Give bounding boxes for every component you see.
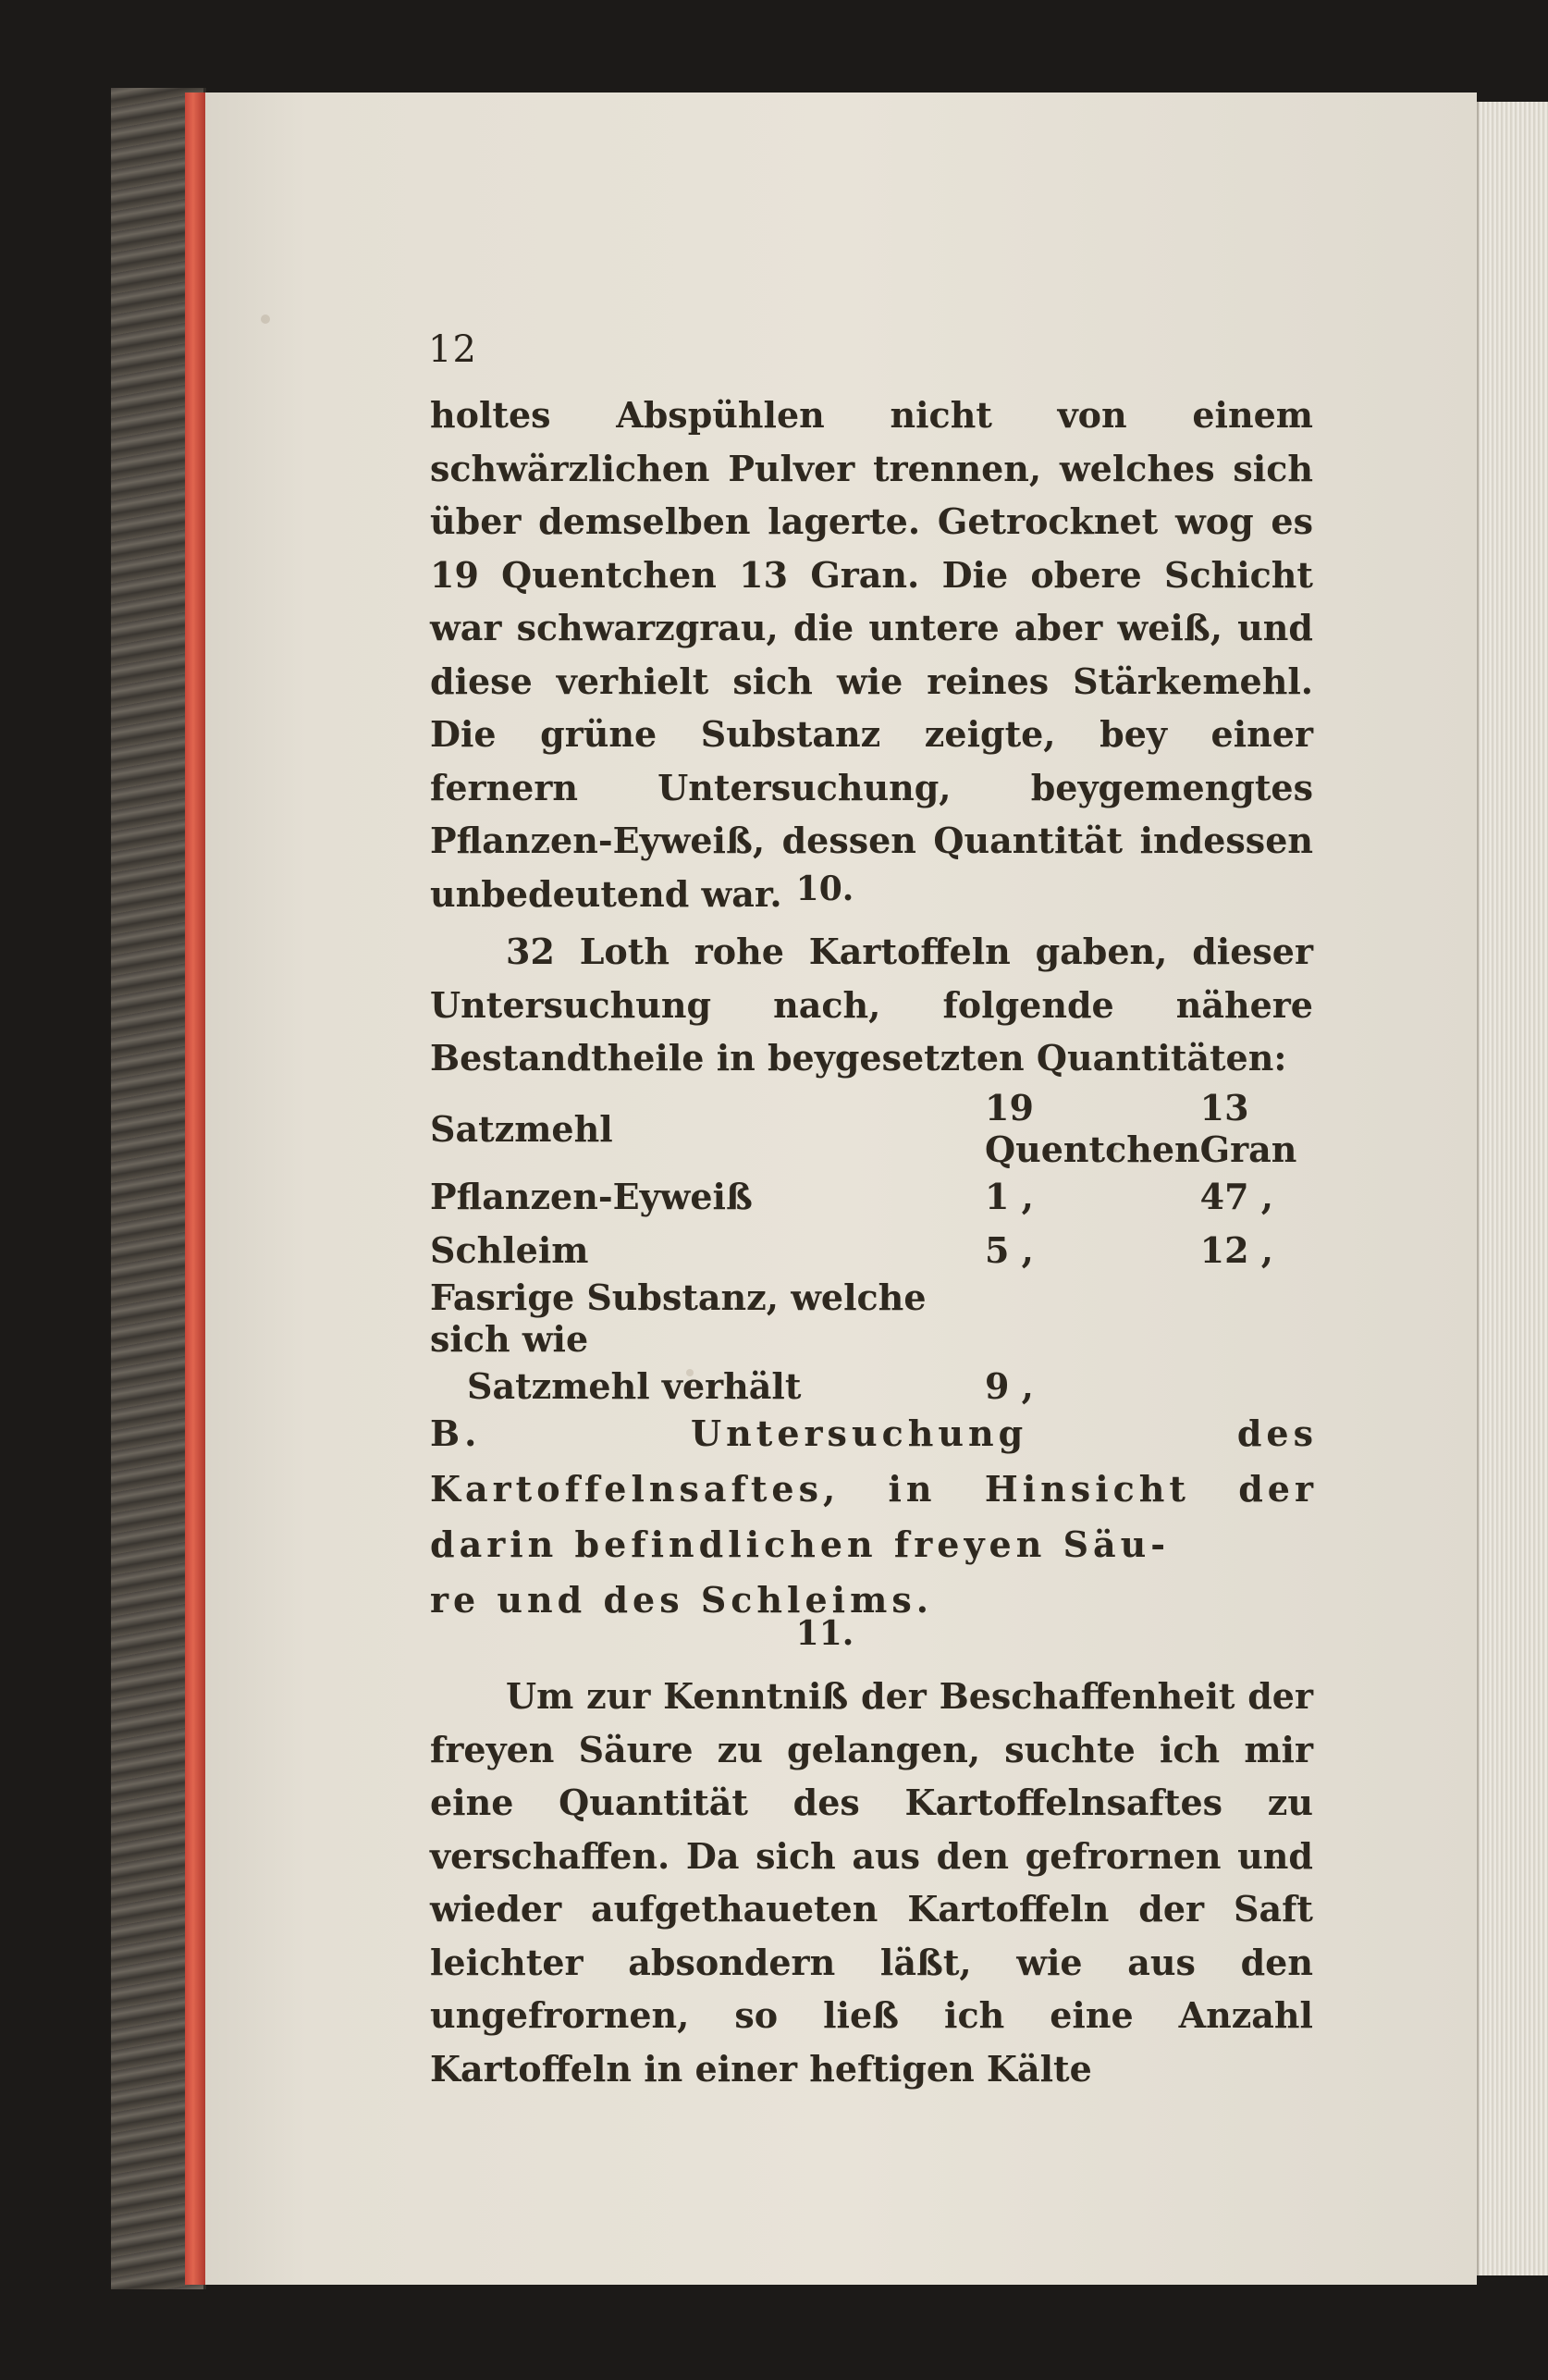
table-row <box>430 1087 1318 1170</box>
ingredient-gran: 47 , <box>1199 1176 1273 1218</box>
ingredient-gran <box>1200 1276 1318 1360</box>
ingredient-gran: 13 Gran <box>1199 1087 1297 1170</box>
paragraph-top: holtes Abspühlen nicht von einem schwärzlichen Pulver trennen, welches sich über demselben lagerte. Getrocknet wog es 19 Quentchen 13 Gran. Die obere Schicht war schwarzgrau, die untere aber weiß, und diese verhielt sich wie reines Stärkemehl. Die grüne Substanz zeigte, bey einer fernern Untersuchung, beygemengtes Pflanzen-Eyweiß, dessen Quantität indessen unbedeutend war. <box>430 394 1313 915</box>
ingredient-quentchen: 9 , <box>985 1365 1034 1408</box>
page-number: 12 <box>428 328 477 371</box>
ingredient-name: Fasrige Substanz, welche sich wie <box>430 1276 927 1360</box>
heading-b-line2: re und des Schleims. <box>430 1579 933 1621</box>
table-row <box>430 1170 1318 1224</box>
ingredient-quentchen: 5 , <box>985 1228 1034 1271</box>
ingredient-gran: 12 , <box>1199 1228 1273 1271</box>
ingredient-name: Satzmehl verhält <box>467 1365 802 1408</box>
section-number-10: 10. <box>795 869 854 908</box>
ingredient-name: Satzmehl <box>430 1107 613 1150</box>
table-row <box>430 1360 1318 1413</box>
paper-spot <box>261 314 270 324</box>
section-heading-b <box>430 1406 1318 1628</box>
table-row <box>430 1276 1318 1360</box>
paragraph-11: Um zur Kenntniß der Beschaffenheit der freyen Säure zu gelangen, suchte ich mir eine Quantität des Kartoffelnsaftes zu verschaffen. Da sich aus den gefrornen und wieder aufgethaueten Kartoffeln der Saft leichter absondern läßt, wie aus den ungefrornen, so ließ ich eine Anzahl Kartoffeln in einer heftigen Kälte <box>430 1675 1313 2090</box>
ingredient-quentchen <box>985 1276 1200 1360</box>
ingredients-table <box>430 1087 1318 1413</box>
ingredient-gran <box>1200 1360 1318 1413</box>
ingredient-quentchen: 19 Quentchen <box>985 1087 1200 1170</box>
page-stack-edge <box>1477 102 1548 2275</box>
ingredient-name: Pflanzen-Eyweiß <box>430 1176 753 1218</box>
table-row <box>430 1224 1318 1277</box>
heading-b-line1: B. Untersuchung des Kartoffelnsaftes, in Hinsicht der darin befindlichen freyen Säu- <box>430 1412 1318 1565</box>
ingredient-quentchen: 1 , <box>985 1176 1034 1218</box>
red-page-edge <box>185 92 205 2285</box>
ingredient-name: Schleim <box>430 1228 589 1271</box>
paragraph-10: 32 Loth rohe Kartoffeln gaben, dieser Untersuchung nach, folgende nähere Bestandtheile in beygesetzten Quantitäten: <box>430 931 1313 1079</box>
section-number-11: 11. <box>795 1614 854 1653</box>
